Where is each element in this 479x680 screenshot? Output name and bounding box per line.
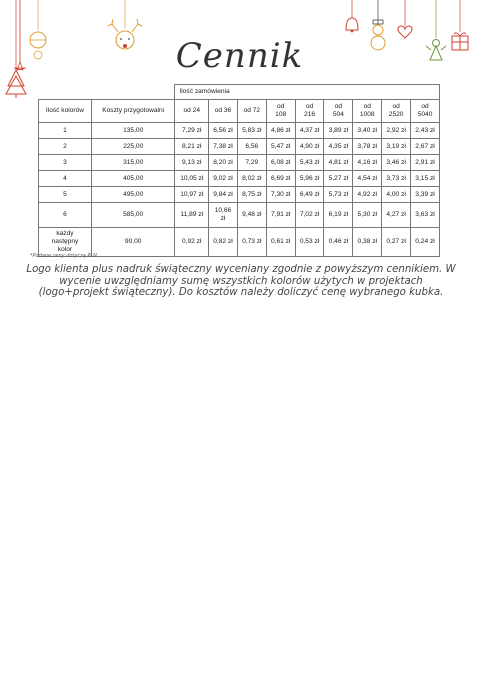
unit-price-cell: 8,21 zł	[175, 139, 209, 155]
unit-price-cell: 10,05 zł	[175, 171, 209, 187]
unit-price-cell: 3,89 zł	[324, 123, 353, 139]
unit-price-cell: 6,56 zł	[209, 123, 238, 139]
unit-price-cell: 8,75 zł	[237, 187, 266, 203]
color-count-cell: 6	[39, 203, 92, 228]
unit-price-cell: 2,92 zł	[382, 123, 411, 139]
color-count-cell: każdy następny kolor	[39, 228, 92, 257]
table-row	[39, 171, 440, 187]
setup-cost-cell: 405,00	[91, 171, 175, 187]
unit-price-cell: 10,97 zł	[175, 187, 209, 203]
unit-price-cell: 2,67 zł	[411, 139, 440, 155]
unit-price-cell: 4,92 zł	[353, 187, 382, 203]
unit-price-cell: 5,43 zł	[295, 155, 324, 171]
unit-price-cell: 5,83 zł	[237, 123, 266, 139]
color-count-cell: 1	[39, 123, 92, 139]
setup-cost-cell: 225,00	[91, 139, 175, 155]
unit-price-cell: 3,39 zł	[411, 187, 440, 203]
column-header: od 1008	[353, 100, 382, 123]
unit-price-cell: 4,35 zł	[324, 139, 353, 155]
column-header: od 36	[209, 100, 238, 123]
unit-price-cell: 4,00 zł	[382, 187, 411, 203]
unit-price-cell: 9,13 zł	[175, 155, 209, 171]
table-row	[39, 228, 440, 257]
unit-price-cell: 0,38 zł	[353, 228, 382, 257]
currency-note: *Podane ceny dotyczą PLN	[30, 253, 97, 259]
unit-price-cell: 0,53 zł	[295, 228, 324, 257]
unit-price-cell: 5,96 zł	[295, 171, 324, 187]
column-header: od 2520	[382, 100, 411, 123]
unit-price-cell: 2,43 zł	[411, 123, 440, 139]
unit-price-cell: 0,24 zł	[411, 228, 440, 257]
unit-price-cell: 6,49 zł	[295, 187, 324, 203]
unit-price-cell: 6,08 zł	[266, 155, 295, 171]
table-row	[39, 203, 440, 228]
unit-price-cell: 5,30 zł	[353, 203, 382, 228]
unit-price-cell: 4,16 zł	[353, 155, 382, 171]
column-header: Koszty przygotowalni	[91, 100, 175, 123]
unit-price-cell: 0,46 zł	[324, 228, 353, 257]
heart-ornament-icon	[398, 0, 412, 38]
price-table	[38, 84, 440, 257]
column-header: od 108	[266, 100, 295, 123]
unit-price-cell: 11,89 zł	[175, 203, 209, 228]
bell-ornament-icon	[346, 0, 358, 32]
color-count-cell: 4	[39, 171, 92, 187]
unit-price-cell: 0,73 zł	[237, 228, 266, 257]
unit-price-cell: 4,54 zł	[353, 171, 382, 187]
unit-price-cell: 4,81 zł	[324, 155, 353, 171]
unit-price-cell: 7,30 zł	[266, 187, 295, 203]
unit-price-cell: 0,27 zł	[382, 228, 411, 257]
unit-price-cell: 0,82 zł	[209, 228, 238, 257]
unit-price-cell: 4,90 zł	[295, 139, 324, 155]
page-title: Cennik	[175, 36, 304, 76]
unit-price-cell: 7,29 zł	[175, 123, 209, 139]
table-row	[39, 155, 440, 171]
unit-price-cell: 0,92 zł	[175, 228, 209, 257]
unit-price-cell: 8,02 zł	[237, 171, 266, 187]
table-group-header-row	[39, 85, 440, 100]
table-row	[39, 139, 440, 155]
unit-price-cell: 5,47 zł	[266, 139, 295, 155]
unit-price-cell: 4,37 zł	[295, 123, 324, 139]
column-header: od 504	[324, 100, 353, 123]
unit-price-cell: 6,19 zł	[324, 203, 353, 228]
setup-cost-cell: 315,00	[91, 155, 175, 171]
unit-price-cell: 7,29	[237, 155, 266, 171]
color-count-cell: 5	[39, 187, 92, 203]
setup-cost-cell: 90,00	[91, 228, 175, 257]
column-header: od 24	[175, 100, 209, 123]
column-header: od 72	[237, 100, 266, 123]
unit-price-cell: 6,69 zł	[266, 171, 295, 187]
setup-cost-cell: 135,00	[91, 123, 175, 139]
table-column-header-row	[39, 100, 440, 123]
color-count-cell: 2	[39, 139, 92, 155]
unit-price-cell: 7,02 zł	[295, 203, 324, 228]
column-header: Ilość kolorów	[39, 100, 92, 123]
unit-price-cell: 3,40 zł	[353, 123, 382, 139]
unit-price-cell: 3,78 zł	[353, 139, 382, 155]
unit-price-cell: 5,73 zł	[324, 187, 353, 203]
unit-price-cell: 3,73 zł	[382, 171, 411, 187]
color-count-cell: 3	[39, 155, 92, 171]
setup-cost-cell: 495,00	[91, 187, 175, 203]
table-row	[39, 123, 440, 139]
unit-price-cell: 7,91 zł	[266, 203, 295, 228]
unit-price-cell: 6,56	[237, 139, 266, 155]
unit-price-cell: 3,15 zł	[411, 171, 440, 187]
unit-price-cell: 8,20 zł	[209, 155, 238, 171]
unit-price-cell: 4,86 zł	[266, 123, 295, 139]
unit-price-cell: 10,66 zł	[209, 203, 238, 228]
setup-cost-cell: 585,00	[91, 203, 175, 228]
unit-price-cell: 5,27 zł	[324, 171, 353, 187]
unit-price-cell: 9,02 zł	[209, 171, 238, 187]
column-header: od 5040	[411, 100, 440, 123]
unit-price-cell: 2,91 zł	[411, 155, 440, 171]
pricing-description: Logo klienta plus nadruk świąteczny wyceniany zgodnie z powyższym cennikiem. W wycenie uwzględniamy sumę wszystkich kolorów użytych w projektach (logo+projekt świąteczny). Do kosztów należy doliczyć cenę wybranego kubka.	[26, 264, 456, 298]
table-row	[39, 187, 440, 203]
table-corner-cell	[39, 85, 175, 100]
unit-price-cell: 3,19 zł	[382, 139, 411, 155]
order-quantity-header: Ilość zamówienia	[175, 85, 440, 100]
unit-price-cell: 7,38 zł	[209, 139, 238, 155]
unit-price-cell: 3,46 zł	[382, 155, 411, 171]
unit-price-cell: 0,61 zł	[266, 228, 295, 257]
unit-price-cell: 4,27 zł	[382, 203, 411, 228]
unit-price-cell: 3,63 zł	[411, 203, 440, 228]
column-header: od 216	[295, 100, 324, 123]
unit-price-cell: 9,84 zł	[209, 187, 238, 203]
unit-price-cell: 9,48 zł	[237, 203, 266, 228]
